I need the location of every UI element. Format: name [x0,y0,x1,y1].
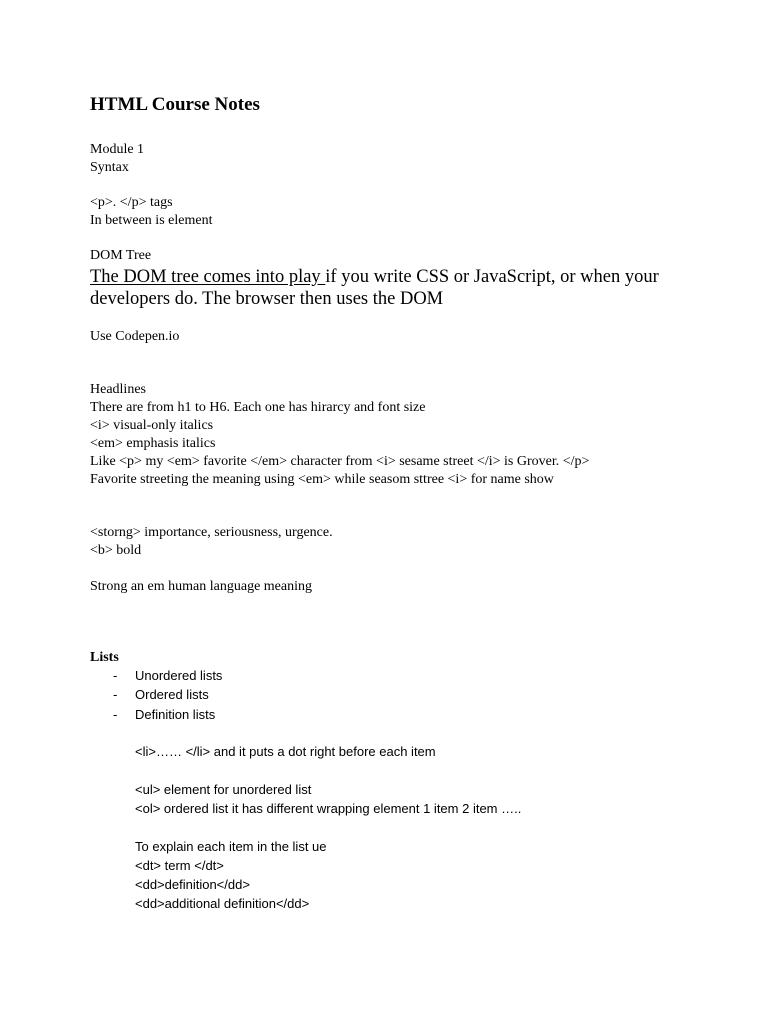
list-item: Definition lists [135,707,216,722]
dt-note: <dt> term </dt> [135,858,224,873]
dd-additional-note: <dd>additional definition</dd> [135,896,310,911]
codepen-note: Use Codepen.io [90,329,180,344]
document-title: HTML Course Notes [90,94,260,115]
em-tag-note: <em> emphasis italics [90,436,216,451]
dom-tree-heading: DOM Tree [90,248,152,263]
module-label: Module 1 [90,142,145,157]
list-item: Unordered lists [135,668,223,683]
in-between-note: In between is element [90,213,213,228]
list-bullet: - [113,687,118,702]
dom-tree-underlined-text: The DOM tree comes into play [90,267,326,287]
li-note: <li>…… </li> and it puts a dot right before each item [135,744,436,759]
strong-tag-note: <storng> importance, seriousness, urgence. [90,525,333,540]
like-example: Like <p> my <em> favorite </em> character from <i> sesame street </i> is Grover. </p> [90,454,590,469]
dd-note: <dd>definition</dd> [135,877,250,892]
headlines-heading: Headlines [90,382,146,397]
lists-heading: Lists [90,650,119,665]
b-tag-note: <b> bold [90,543,142,558]
list-bullet: - [113,668,118,683]
syntax-label: Syntax [90,160,129,175]
dom-tree-quote-line1 [90,266,659,288]
dom-tree-quote-line2: developers do. The browser then uses the DOM [90,289,444,309]
h1-h6-note: There are from h1 to H6. Each one has hirarcy and font size [90,400,426,415]
explain-note: To explain each item in the list ue [135,839,327,854]
ul-note: <ul> element for unordered list [135,782,312,797]
ol-note: <ol> ordered list it has different wrapping element 1 item 2 item ….. [135,801,522,816]
list-bullet: - [113,707,118,722]
strong-em-note: Strong an em human language meaning [90,579,312,594]
i-tag-note: <i> visual-only italics [90,418,214,433]
dom-tree-quote-rest: if you write CSS or JavaScript, or when your [325,267,659,287]
list-item: Ordered lists [135,687,209,702]
p-tags-note: <p>. </p> tags [90,195,173,210]
favorite-streeting-note: Favorite streeting the meaning using <em> while seasom sttree <i> for name show [90,472,554,487]
